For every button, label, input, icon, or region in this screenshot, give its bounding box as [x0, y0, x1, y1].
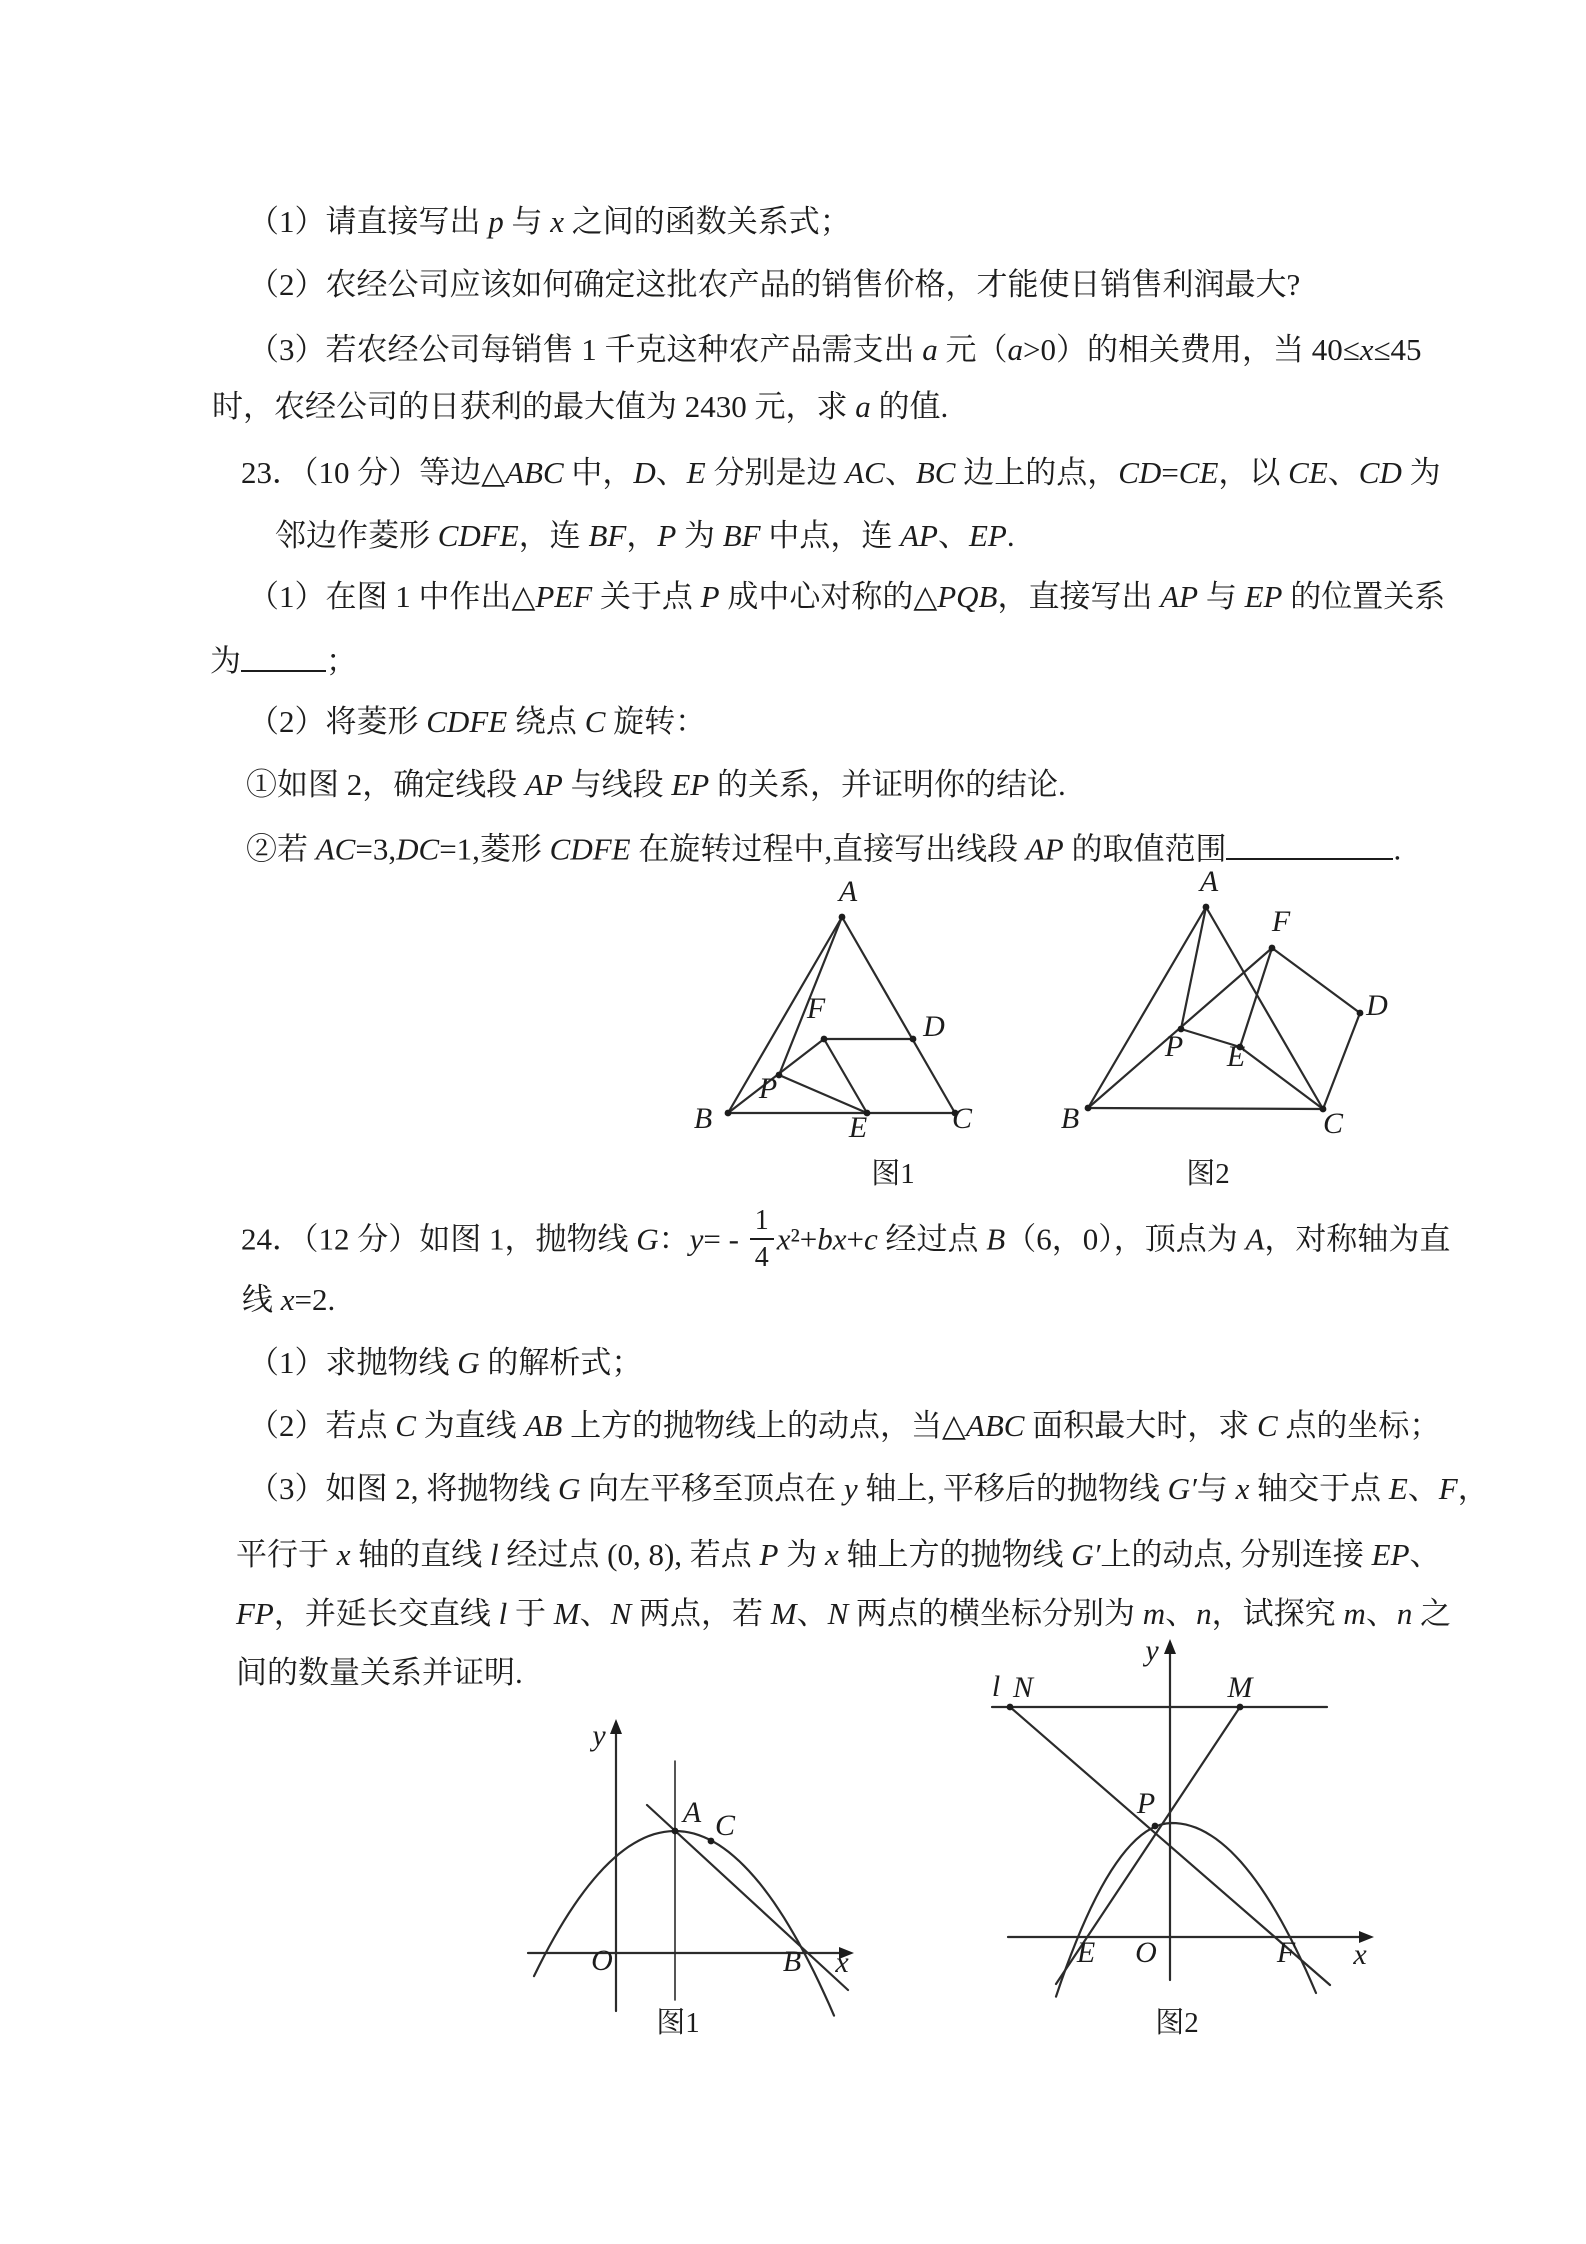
text-run: 的取值范围: [1063, 831, 1227, 867]
figure-caption: 图2: [1155, 2007, 1199, 2039]
math-variable: x: [336, 1537, 351, 1572]
text-run: 、: [1327, 455, 1359, 490]
point-label-E: E: [1076, 1936, 1096, 1969]
text-run: ²+: [790, 1221, 818, 1257]
axis-arrowhead: [1164, 1639, 1176, 1654]
text-run: 为: [676, 518, 723, 553]
point-dot: [1269, 945, 1276, 952]
text-run: 与: [1196, 1471, 1236, 1506]
text-run: 为直线: [415, 1408, 525, 1443]
text-run: 与: [503, 204, 551, 239]
text-run: 轴上, 平移后的抛物线: [857, 1471, 1168, 1506]
text-run: 于: [507, 1596, 554, 1631]
math-variable: CDFE: [437, 518, 519, 553]
text-run: （2）将菱形: [248, 704, 427, 739]
text-run: 两点的横坐标分别为: [848, 1596, 1143, 1631]
point-label-F: F: [1271, 905, 1291, 938]
math-variable: M: [553, 1596, 580, 1631]
text-run: 邻边作菱形: [275, 518, 438, 553]
fig-23-1: [694, 875, 973, 1190]
math-variable: G′: [1167, 1471, 1197, 1506]
text-run: 成中心对称的△: [719, 579, 938, 614]
math-variable: BF: [588, 518, 627, 553]
point-dot: [839, 914, 846, 921]
math-variable: CE: [1178, 455, 1219, 490]
math-variable: N: [827, 1596, 849, 1631]
math-variable: a: [1007, 332, 1023, 367]
text-run: 、: [796, 1596, 828, 1631]
text-run: 上方的抛物线上的动点，当△: [562, 1408, 966, 1443]
text-run: （2）若点: [248, 1408, 396, 1443]
point-label-y: y: [1145, 1634, 1159, 1667]
text-run: >0）的相关费用，当 40≤: [1023, 332, 1360, 367]
point-label-D: D: [923, 1010, 945, 1043]
text-run: 之间的函数关系式；: [564, 204, 851, 239]
figure-caption: 图2: [1186, 1158, 1230, 1190]
figure-segment: [1240, 1047, 1323, 1109]
point-label-A: A: [1199, 865, 1219, 898]
text-run: 、: [579, 1596, 611, 1631]
text-run: 绕点: [507, 704, 585, 739]
point-label-F: F: [1276, 1936, 1296, 1969]
point-label-C: C: [951, 1102, 973, 1135]
text-run: ①如图 2，确定线段: [246, 767, 525, 802]
text-run: 经过点 (0, 8), 若点: [498, 1537, 760, 1572]
figure-segment: [1088, 1108, 1323, 1109]
figure-segment: [1181, 907, 1206, 1029]
point-label-F: F: [806, 992, 826, 1025]
parabola-curve: [1056, 1823, 1316, 1997]
point-label-y: y: [592, 1719, 606, 1752]
math-variable: CE: [1288, 455, 1328, 490]
text-run: 、: [1409, 1537, 1441, 1572]
text-run: =2.: [294, 1282, 336, 1317]
text-run: ，试探究: [1211, 1596, 1344, 1631]
text-run: 边上的点，: [955, 455, 1119, 490]
text-run: 面积最大时，求: [1024, 1408, 1257, 1443]
math-variable: n: [1196, 1596, 1212, 1631]
math-variable: EP: [1371, 1537, 1410, 1572]
math-variable: EP: [671, 767, 710, 802]
point-label-P: P: [1136, 1787, 1156, 1820]
text-run: 中点，连: [760, 518, 901, 553]
math-variable: G′: [1071, 1537, 1101, 1572]
point-dot: [1007, 1704, 1014, 1711]
point-label-A: A: [838, 875, 858, 908]
point-dot: [1237, 1704, 1244, 1711]
math-variable: B: [986, 1221, 1006, 1257]
point-label-A: A: [682, 1796, 702, 1829]
text-run: （6，0），顶点为: [1005, 1221, 1246, 1257]
math-variable: bx: [817, 1221, 847, 1257]
math-variable: M: [770, 1596, 797, 1631]
math-variable: y: [689, 1221, 704, 1257]
math-variable: G: [457, 1345, 480, 1380]
math-variable: N: [610, 1596, 632, 1631]
math-variable: AC: [315, 831, 356, 867]
text-run: 的关系，并证明你的结论.: [709, 767, 1066, 802]
math-variable: D: [633, 455, 656, 490]
text-run: （1）求抛物线: [248, 1345, 458, 1380]
text-run: 关于点: [592, 579, 701, 614]
math-variable: C: [584, 704, 606, 739]
math-variable: n: [1396, 1596, 1413, 1631]
text-run: ，: [626, 518, 658, 553]
text-run: 之: [1412, 1596, 1452, 1631]
point-dot: [821, 1036, 828, 1043]
math-variable: c: [864, 1221, 878, 1257]
math-variable: AP: [900, 518, 938, 553]
text-run: 为: [210, 643, 241, 679]
text-run: 、: [884, 455, 916, 490]
point-dot: [1203, 904, 1210, 911]
text-run: ，连: [518, 518, 589, 553]
parabola-curve: [534, 1831, 834, 2016]
text-run: ，对称轴为直: [1264, 1221, 1451, 1257]
text-run: 23．（10 分）等边△: [241, 455, 506, 490]
math-variable: G: [636, 1221, 659, 1257]
text-run: 轴的直线: [350, 1537, 491, 1572]
text-run: 间的数量关系并证明.: [236, 1655, 523, 1690]
text-run: ②若: [246, 831, 316, 867]
text-run: 的值.: [870, 389, 949, 424]
point-label-O: O: [591, 1944, 613, 1977]
fig-23-2: [1061, 865, 1388, 1190]
point-dot: [1085, 1105, 1092, 1112]
text-run: 的位置关系: [1282, 579, 1446, 614]
math-variable: CDFE: [549, 831, 631, 867]
text-run: ；: [326, 643, 357, 679]
math-variable: P: [700, 579, 720, 614]
math-variable: m: [1343, 1596, 1366, 1631]
text-run: （3）若农经公司每销售 1 千克这种农产品需支出: [248, 332, 923, 367]
text-run: 中，: [563, 455, 634, 490]
math-variable: EP: [969, 518, 1007, 553]
math-variable: l: [498, 1596, 508, 1631]
math-variable: EP: [1244, 579, 1283, 614]
point-label-x: x: [1353, 1938, 1367, 1971]
math-variable: C: [1256, 1408, 1278, 1443]
math-variable: m: [1142, 1596, 1166, 1631]
math-variable: ABC: [965, 1408, 1025, 1443]
point-dot: [708, 1838, 715, 1845]
figure-caption: 图1: [871, 1158, 915, 1190]
point-dot: [725, 1110, 732, 1117]
figure-caption: 图1: [656, 2007, 700, 2039]
fig-24-2: [992, 1634, 1374, 2039]
text-run: 上的动点, 分别连接: [1100, 1537, 1372, 1572]
text-run: =3,: [355, 831, 397, 867]
figure-segment: [824, 1039, 867, 1113]
figure-segment: [1323, 1013, 1360, 1109]
math-variable: F: [1438, 1471, 1458, 1506]
text-run: 向左平移至顶点在: [580, 1471, 844, 1506]
math-variable: x: [1235, 1471, 1250, 1506]
text-run: 、: [938, 518, 969, 553]
math-variable: PQB: [937, 579, 998, 614]
figure-segment: [1088, 907, 1206, 1108]
math-variable: AP: [525, 767, 563, 802]
text-run: +: [846, 1221, 865, 1257]
text-run: ：: [658, 1221, 690, 1257]
math-variable: CD: [1118, 455, 1162, 490]
point-label-B: B: [1060, 1102, 1080, 1135]
point-label-C: C: [714, 1809, 736, 1842]
text-run: ≤45: [1373, 332, 1422, 367]
point-label-B: B: [693, 1102, 713, 1135]
text-run: ，直接写出: [997, 579, 1161, 614]
text-run: 线: [242, 1282, 281, 1317]
math-variable: a: [855, 389, 871, 424]
axis-arrowhead: [610, 1719, 622, 1734]
text-run: 为: [778, 1537, 825, 1572]
text-run: 在旋转过程中,直接写出线段: [630, 831, 1026, 867]
text-run: 分别是边: [705, 455, 846, 490]
figure-segment: [779, 1075, 867, 1113]
fig-24-1: [528, 1719, 854, 2039]
math-variable: A: [1245, 1221, 1265, 1257]
math-variable: x: [280, 1282, 295, 1317]
point-label-D: D: [1366, 989, 1388, 1022]
math-variable: BF: [722, 518, 761, 553]
math-variable: AP: [1160, 579, 1199, 614]
math-variable: AP: [1025, 831, 1064, 867]
text-run: 两点，若: [631, 1596, 771, 1631]
text-run: 经过点: [877, 1221, 987, 1257]
point-label-B: B: [782, 1945, 802, 1978]
point-label-E: E: [1226, 1040, 1246, 1073]
fraction-denominator: 4: [754, 1242, 769, 1274]
point-label-O: O: [1135, 1936, 1157, 1969]
point-dot: [1152, 1823, 1159, 1830]
point-label-P: P: [1164, 1030, 1184, 1063]
math-variable: G: [558, 1471, 581, 1506]
text-run: 与: [1198, 579, 1245, 614]
math-variable: DC: [396, 831, 440, 867]
text-run: 与线段: [562, 767, 672, 802]
text-run: ，: [1457, 1471, 1489, 1506]
math-variable: CD: [1358, 455, 1402, 490]
text-run: 24．（12 分）如图 1，抛物线: [241, 1221, 637, 1257]
math-variable: y: [843, 1471, 858, 1506]
text-run: 的解析式；: [479, 1345, 643, 1380]
text-run: （1）在图 1 中作出△: [248, 579, 536, 614]
text-run: 时，农经公司的日获利的最大值为 2430 元，求: [212, 389, 856, 424]
math-variable: l: [490, 1537, 499, 1572]
figure-segment: [1206, 907, 1323, 1109]
math-variable: P: [657, 518, 677, 553]
math-variable: x: [776, 1221, 791, 1257]
point-label-C: C: [1322, 1107, 1344, 1140]
math-variable: CDFE: [426, 704, 508, 739]
text-run: 、: [1407, 1471, 1439, 1506]
point-label-N: N: [1012, 1671, 1034, 1704]
point-dot: [672, 1828, 679, 1835]
text-run: =1,菱形: [439, 831, 550, 867]
math-variable: AC: [845, 455, 885, 490]
point-dot: [910, 1036, 917, 1043]
point-label-M: M: [1227, 1671, 1253, 1704]
math-variable: PEF: [535, 579, 593, 614]
text-run: 、: [1365, 1596, 1397, 1631]
math-variable: x: [1359, 332, 1374, 367]
math-variable: a: [922, 332, 938, 367]
point-label-l: l: [991, 1670, 1001, 1703]
math-variable: ABC: [505, 455, 564, 490]
math-variable: AB: [524, 1408, 563, 1443]
text-run: ，并延长交直线: [273, 1596, 499, 1631]
text-run: 、: [655, 455, 687, 490]
text-run: 、: [1165, 1596, 1197, 1631]
math-variable: BC: [915, 455, 956, 490]
text-run: （1）请直接写出: [248, 204, 489, 239]
text-run: =: [1161, 455, 1179, 490]
math-variable: E: [686, 455, 706, 490]
text-run: .: [1006, 518, 1015, 553]
text-run: （3）如图 2, 将抛物线: [248, 1471, 558, 1506]
point-label-P: P: [758, 1072, 778, 1105]
math-variable: E: [1388, 1471, 1408, 1506]
math-variable: FP: [236, 1596, 274, 1631]
point-label-E: E: [848, 1111, 868, 1144]
point-label-x: x: [835, 1946, 849, 1979]
fraction-numerator: 1: [750, 1205, 774, 1240]
math-variable: x: [550, 204, 565, 239]
math-variable: P: [759, 1537, 779, 1572]
text-run: .: [1393, 831, 1402, 867]
text-run: 旋转：: [605, 704, 707, 739]
text-run: = -: [703, 1221, 747, 1257]
math-variable: C: [395, 1408, 416, 1443]
text-run: 平行于: [236, 1537, 337, 1572]
math-variable: p: [488, 204, 504, 239]
text-run: （2）农经公司应该如何确定这批农产品的销售价格，才能使日销售利润最大?: [248, 267, 1301, 302]
text-run: ，以: [1218, 455, 1289, 490]
math-variable: x: [824, 1537, 839, 1572]
text-run: 轴上方的抛物线: [838, 1537, 1072, 1572]
point-dot: [1357, 1010, 1364, 1017]
text-run: 为: [1401, 455, 1441, 490]
text-run: 点的坐标；: [1277, 1408, 1441, 1443]
figure-segment: [1272, 948, 1360, 1013]
text-run: 元（: [937, 332, 1008, 367]
text-run: 轴交于点: [1249, 1471, 1389, 1506]
